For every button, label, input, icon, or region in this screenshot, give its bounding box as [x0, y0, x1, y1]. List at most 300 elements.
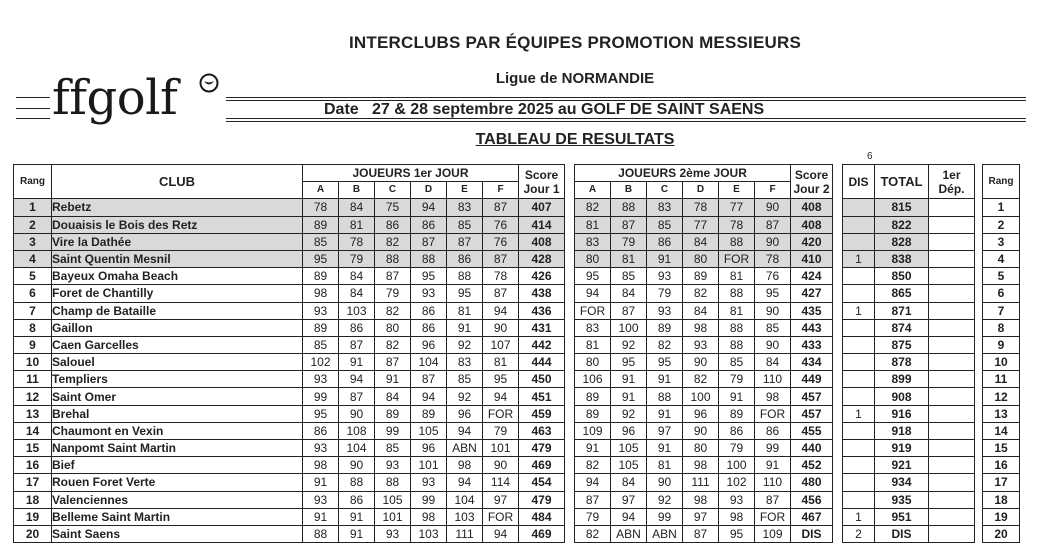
rank-cell: 18	[14, 491, 52, 508]
col-player-letter: A	[303, 182, 339, 199]
day1-player-score: 99	[411, 491, 447, 508]
day1-player-score: 87	[483, 285, 519, 302]
rank-right-cell: 14	[983, 422, 1020, 439]
day1-player-score: 87	[483, 250, 519, 267]
column-gap	[565, 250, 575, 267]
day2-player-score: 100	[683, 388, 719, 405]
day2-player-score: 83	[647, 199, 683, 216]
day2-player-score: 85	[755, 319, 791, 336]
col-day1-players: JOUEURS 1er JOUR	[303, 165, 519, 182]
first-departure-cell	[929, 508, 975, 525]
day1-player-score: 94	[483, 388, 519, 405]
table-row	[14, 319, 1020, 336]
dis-cell: 1	[843, 250, 875, 267]
first-departure-cell	[929, 199, 975, 216]
day2-player-score: 105	[611, 457, 647, 474]
col-club: CLUB	[52, 165, 303, 199]
day2-player-score: 97	[611, 491, 647, 508]
day1-player-score: 94	[411, 199, 447, 216]
day1-player-score: 96	[411, 440, 447, 457]
col-total: TOTAL	[875, 165, 929, 199]
day1-player-score: 86	[447, 250, 483, 267]
day1-player-score: 78	[339, 233, 375, 250]
day2-player-score: 90	[755, 199, 791, 216]
dis-cell	[843, 285, 875, 302]
day1-player-score: 91	[375, 371, 411, 388]
day2-player-score: 95	[755, 285, 791, 302]
day1-player-score: 88	[447, 268, 483, 285]
day2-player-score: 98	[719, 508, 755, 525]
column-gap	[565, 508, 575, 525]
day1-player-score: 86	[339, 491, 375, 508]
day1-player-score: 89	[303, 268, 339, 285]
day1-player-score: 88	[411, 250, 447, 267]
day1-player-score: FOR	[483, 405, 519, 422]
table-row	[14, 457, 1020, 474]
header-rule-1	[226, 97, 1026, 98]
day2-player-score: 87	[683, 525, 719, 542]
first-departure-cell	[929, 388, 975, 405]
column-gap	[565, 440, 575, 457]
table-row	[14, 199, 1020, 216]
column-gap	[833, 405, 843, 422]
day2-player-score: 95	[647, 354, 683, 371]
column-gap	[975, 216, 983, 233]
day2-player-score: 90	[683, 422, 719, 439]
rank-cell: 12	[14, 388, 52, 405]
dis-cell	[843, 268, 875, 285]
col-dis: DIS	[843, 165, 875, 199]
column-gap	[975, 199, 983, 216]
day2-total-score: 440	[791, 440, 833, 457]
column-gap	[833, 525, 843, 542]
total-score-cell: 865	[875, 285, 929, 302]
day2-player-score: 98	[683, 319, 719, 336]
day1-player-score: 96	[411, 336, 447, 353]
table-row	[14, 525, 1020, 542]
day2-player-score: 88	[719, 285, 755, 302]
day1-player-score: 79	[339, 250, 375, 267]
table-row	[14, 491, 1020, 508]
day2-player-score: 84	[611, 285, 647, 302]
day1-player-score: 103	[411, 525, 447, 542]
day1-total-score: 431	[519, 319, 565, 336]
day2-total-score: 443	[791, 319, 833, 336]
col-rank: Rang	[14, 165, 52, 199]
day1-player-score: 87	[339, 388, 375, 405]
day1-player-score: 82	[375, 336, 411, 353]
rank-right-cell: 7	[983, 302, 1020, 319]
day1-player-score: 89	[303, 319, 339, 336]
column-gap	[833, 388, 843, 405]
total-score-cell: 871	[875, 302, 929, 319]
day1-player-score: 93	[303, 371, 339, 388]
total-score-cell: DIS	[875, 525, 929, 542]
day1-player-score: 102	[303, 354, 339, 371]
day1-player-score: 97	[483, 491, 519, 508]
column-gap	[833, 285, 843, 302]
day2-player-score: 98	[755, 388, 791, 405]
table-row	[14, 422, 1020, 439]
dis-cell: 1	[843, 405, 875, 422]
day1-player-score: 81	[339, 216, 375, 233]
logo-rule-top	[16, 97, 50, 98]
day2-player-score: 89	[575, 388, 611, 405]
day2-player-score: ABN	[647, 525, 683, 542]
day1-player-score: 84	[375, 388, 411, 405]
rank-right-cell: 10	[983, 354, 1020, 371]
column-gap	[565, 199, 575, 216]
total-score-cell: 918	[875, 422, 929, 439]
day1-player-score: 95	[303, 405, 339, 422]
day2-player-score: 90	[755, 302, 791, 319]
day1-player-score: 90	[339, 457, 375, 474]
day1-player-score: 90	[483, 457, 519, 474]
day2-player-score: 109	[575, 422, 611, 439]
table-row	[14, 388, 1020, 405]
day2-player-score: 80	[683, 250, 719, 267]
day2-player-score: FOR	[755, 508, 791, 525]
table-row	[14, 302, 1020, 319]
day2-player-score: 81	[575, 336, 611, 353]
day1-player-score: 88	[375, 474, 411, 491]
day2-player-score: 100	[719, 457, 755, 474]
day1-total-score: 407	[519, 199, 565, 216]
column-gap	[833, 216, 843, 233]
day2-player-score: 81	[575, 216, 611, 233]
day2-player-score: 93	[719, 491, 755, 508]
rank-cell: 19	[14, 508, 52, 525]
day2-total-score: 456	[791, 491, 833, 508]
day2-total-score: 435	[791, 302, 833, 319]
results-table-title: TABLEAU DE RESULTATS	[475, 131, 675, 148]
day2-player-score: 91	[611, 388, 647, 405]
day1-player-score: 92	[447, 388, 483, 405]
column-gap	[975, 268, 983, 285]
day1-player-score: 87	[375, 354, 411, 371]
column-gap	[975, 405, 983, 422]
day1-player-score: 93	[375, 457, 411, 474]
day1-player-score: 79	[375, 285, 411, 302]
day2-player-score: 96	[611, 422, 647, 439]
first-departure-cell	[929, 371, 975, 388]
day1-player-score: 98	[447, 457, 483, 474]
day2-player-score: 94	[611, 508, 647, 525]
day1-player-score: 91	[303, 474, 339, 491]
day1-player-score: 87	[447, 233, 483, 250]
day2-player-score: 86	[647, 233, 683, 250]
column-gap	[975, 233, 983, 250]
rank-cell: 10	[14, 354, 52, 371]
table-row	[14, 508, 1020, 525]
first-departure-cell	[929, 440, 975, 457]
dis-cell	[843, 422, 875, 439]
dis-cell	[843, 371, 875, 388]
logo-rule-bottom	[16, 118, 50, 119]
day2-player-score: 83	[575, 319, 611, 336]
club-name-cell: Saint Omer	[52, 388, 303, 405]
column-gap	[833, 508, 843, 525]
table-row	[14, 250, 1020, 267]
column-gap	[833, 268, 843, 285]
club-name-cell: Foret de Chantilly	[52, 285, 303, 302]
total-score-cell: 921	[875, 457, 929, 474]
total-score-cell: 916	[875, 405, 929, 422]
day2-player-score: 80	[575, 250, 611, 267]
day1-player-score: 78	[483, 268, 519, 285]
total-score-cell: 874	[875, 319, 929, 336]
day1-player-score: 105	[375, 491, 411, 508]
table-row	[14, 268, 1020, 285]
day2-total-score: 434	[791, 354, 833, 371]
day2-player-score: 90	[755, 233, 791, 250]
day2-player-score: 98	[683, 457, 719, 474]
first-departure-cell	[929, 405, 975, 422]
day2-player-score: 82	[683, 371, 719, 388]
day1-player-score: 93	[375, 525, 411, 542]
day2-player-score: 109	[755, 525, 791, 542]
rank-cell: 8	[14, 319, 52, 336]
day1-player-score: 94	[483, 302, 519, 319]
day1-player-score: 84	[339, 199, 375, 216]
table-row	[14, 474, 1020, 491]
column-gap	[833, 491, 843, 508]
day1-player-score: 87	[375, 268, 411, 285]
day1-total-score: 479	[519, 440, 565, 457]
day2-player-score: 83	[575, 233, 611, 250]
total-score-cell: 850	[875, 268, 929, 285]
day2-player-score: 77	[683, 216, 719, 233]
rank-right-cell: 17	[983, 474, 1020, 491]
day2-total-score: 480	[791, 474, 833, 491]
day2-player-score: 88	[719, 336, 755, 353]
day2-player-score: 79	[647, 285, 683, 302]
day1-player-score: 88	[303, 525, 339, 542]
col-player-letter: E	[719, 182, 755, 199]
club-name-cell: Nanpomt Saint Martin	[52, 440, 303, 457]
first-departure-cell	[929, 216, 975, 233]
day2-player-score: 95	[719, 525, 755, 542]
club-name-cell: Chaumont en Vexin	[52, 422, 303, 439]
day1-player-score: 81	[447, 302, 483, 319]
day2-player-score: 110	[755, 371, 791, 388]
club-name-cell: Valenciennes	[52, 491, 303, 508]
col-player-letter: B	[611, 182, 647, 199]
total-score-cell: 838	[875, 250, 929, 267]
column-gap	[833, 457, 843, 474]
club-name-cell: Belleme Saint Martin	[52, 508, 303, 525]
day2-player-score: 91	[647, 371, 683, 388]
day2-player-score: 100	[611, 319, 647, 336]
club-name-cell: Templiers	[52, 371, 303, 388]
day1-player-score: 90	[339, 405, 375, 422]
column-gap	[975, 285, 983, 302]
day2-total-score: 467	[791, 508, 833, 525]
column-gap	[975, 302, 983, 319]
ffgolf-logo: ffgolf	[52, 70, 178, 126]
day1-player-score: 114	[483, 474, 519, 491]
col-separator	[833, 165, 843, 199]
day2-player-score: 102	[719, 474, 755, 491]
day1-total-score: 469	[519, 525, 565, 542]
day2-player-score: 98	[683, 491, 719, 508]
rank-cell: 20	[14, 525, 52, 542]
day1-total-score: 451	[519, 388, 565, 405]
day1-player-score: 82	[375, 302, 411, 319]
column-gap	[565, 388, 575, 405]
column-gap	[565, 268, 575, 285]
day2-player-score: 79	[719, 440, 755, 457]
day1-player-score: 93	[303, 440, 339, 457]
day1-player-score: 86	[303, 422, 339, 439]
day1-player-score: 104	[339, 440, 375, 457]
total-score-cell: 899	[875, 371, 929, 388]
day1-player-score: 105	[411, 422, 447, 439]
rank-right-cell: 18	[983, 491, 1020, 508]
day2-player-score: 93	[647, 302, 683, 319]
day1-player-score: 82	[375, 233, 411, 250]
day1-player-score: 94	[339, 371, 375, 388]
total-score-cell: 815	[875, 199, 929, 216]
day1-player-score: 89	[375, 405, 411, 422]
rank-right-cell: 20	[983, 525, 1020, 542]
day1-player-score: 98	[303, 457, 339, 474]
col-player-letter: B	[339, 182, 375, 199]
rank-cell: 4	[14, 250, 52, 267]
column-gap	[565, 319, 575, 336]
day1-player-score: 86	[411, 216, 447, 233]
day2-player-score: 88	[719, 233, 755, 250]
total-score-cell: 908	[875, 388, 929, 405]
col-player-letter: D	[411, 182, 447, 199]
results-body	[14, 199, 1020, 543]
dis-cell	[843, 216, 875, 233]
day1-player-score: 87	[339, 336, 375, 353]
day1-player-score: 89	[303, 216, 339, 233]
first-departure-cell	[929, 233, 975, 250]
rank-right-cell: 1	[983, 199, 1020, 216]
day2-player-score: 82	[575, 199, 611, 216]
col-player-letter: E	[447, 182, 483, 199]
day1-player-score: 99	[375, 422, 411, 439]
dis-cell	[843, 354, 875, 371]
day1-player-score: 80	[375, 319, 411, 336]
total-score-cell: 919	[875, 440, 929, 457]
column-gap	[975, 336, 983, 353]
day1-player-score: 78	[303, 199, 339, 216]
rank-right-cell: 4	[983, 250, 1020, 267]
day1-player-score: 101	[411, 457, 447, 474]
day2-player-score: 90	[755, 336, 791, 353]
table-row	[14, 233, 1020, 250]
day1-player-score: 85	[303, 233, 339, 250]
day1-player-score: 98	[411, 508, 447, 525]
day2-player-score: 87	[611, 302, 647, 319]
day2-player-score: 90	[683, 354, 719, 371]
day2-player-score: 87	[755, 491, 791, 508]
day2-player-score: 111	[683, 474, 719, 491]
total-score-cell: 875	[875, 336, 929, 353]
column-gap	[975, 319, 983, 336]
club-name-cell: Saint Quentin Mesnil	[52, 250, 303, 267]
rank-right-cell: 6	[983, 285, 1020, 302]
column-gap	[565, 233, 575, 250]
day1-total-score: 442	[519, 336, 565, 353]
first-departure-cell	[929, 302, 975, 319]
day1-player-score: 83	[447, 199, 483, 216]
day1-player-score: 99	[303, 388, 339, 405]
day2-player-score: 106	[575, 371, 611, 388]
first-departure-cell	[929, 474, 975, 491]
col-rank-right: Rang	[983, 165, 1020, 199]
dis-cell	[843, 474, 875, 491]
day1-total-score: 479	[519, 491, 565, 508]
rank-cell: 3	[14, 233, 52, 250]
day2-player-score: 78	[683, 199, 719, 216]
day2-player-score: 81	[719, 302, 755, 319]
day1-total-score: 436	[519, 302, 565, 319]
day2-player-score: 91	[719, 388, 755, 405]
rank-cell: 1	[14, 199, 52, 216]
col-player-letter: D	[683, 182, 719, 199]
day2-player-score: 89	[683, 268, 719, 285]
day2-player-score: 79	[611, 233, 647, 250]
first-departure-cell	[929, 268, 975, 285]
rank-cell: 11	[14, 371, 52, 388]
column-gap	[565, 405, 575, 422]
day2-total-score: 424	[791, 268, 833, 285]
column-gap	[833, 250, 843, 267]
dis-cell: 2	[843, 525, 875, 542]
rank-cell: 5	[14, 268, 52, 285]
rank-right-cell: 19	[983, 508, 1020, 525]
club-name-cell: Bayeux Omaha Beach	[52, 268, 303, 285]
day1-player-score: 75	[375, 199, 411, 216]
club-name-cell: Brehal	[52, 405, 303, 422]
day1-player-score: 86	[339, 319, 375, 336]
day1-player-score: 94	[483, 525, 519, 542]
total-score-cell: 935	[875, 491, 929, 508]
day2-player-score: 81	[647, 457, 683, 474]
column-gap	[565, 457, 575, 474]
first-departure-cell	[929, 525, 975, 542]
day1-total-score: 454	[519, 474, 565, 491]
day2-player-score: ABN	[611, 525, 647, 542]
column-gap	[975, 508, 983, 525]
first-departure-cell	[929, 250, 975, 267]
column-gap	[565, 354, 575, 371]
day2-total-score: 427	[791, 285, 833, 302]
league-subtitle: Ligue de NORMANDIE	[495, 70, 655, 87]
header-rule-3	[226, 118, 1026, 119]
rank-cell: 9	[14, 336, 52, 353]
day1-total-score: 428	[519, 250, 565, 267]
day2-player-score: 78	[719, 216, 755, 233]
rank-cell: 16	[14, 457, 52, 474]
day2-player-score: 88	[719, 319, 755, 336]
day2-player-score: 84	[683, 302, 719, 319]
day1-player-score: 76	[483, 216, 519, 233]
day1-player-score: 79	[483, 422, 519, 439]
day2-player-score: 81	[719, 268, 755, 285]
day2-player-score: 78	[755, 250, 791, 267]
rank-cell: 15	[14, 440, 52, 457]
day2-total-score: DIS	[791, 525, 833, 542]
day1-player-score: 94	[447, 474, 483, 491]
day1-player-score: 93	[411, 285, 447, 302]
event-date-line: Date 27 & 28 septembre 2025 au GOLF DE SAINT SAENS	[324, 101, 765, 118]
rank-cell: 6	[14, 285, 52, 302]
